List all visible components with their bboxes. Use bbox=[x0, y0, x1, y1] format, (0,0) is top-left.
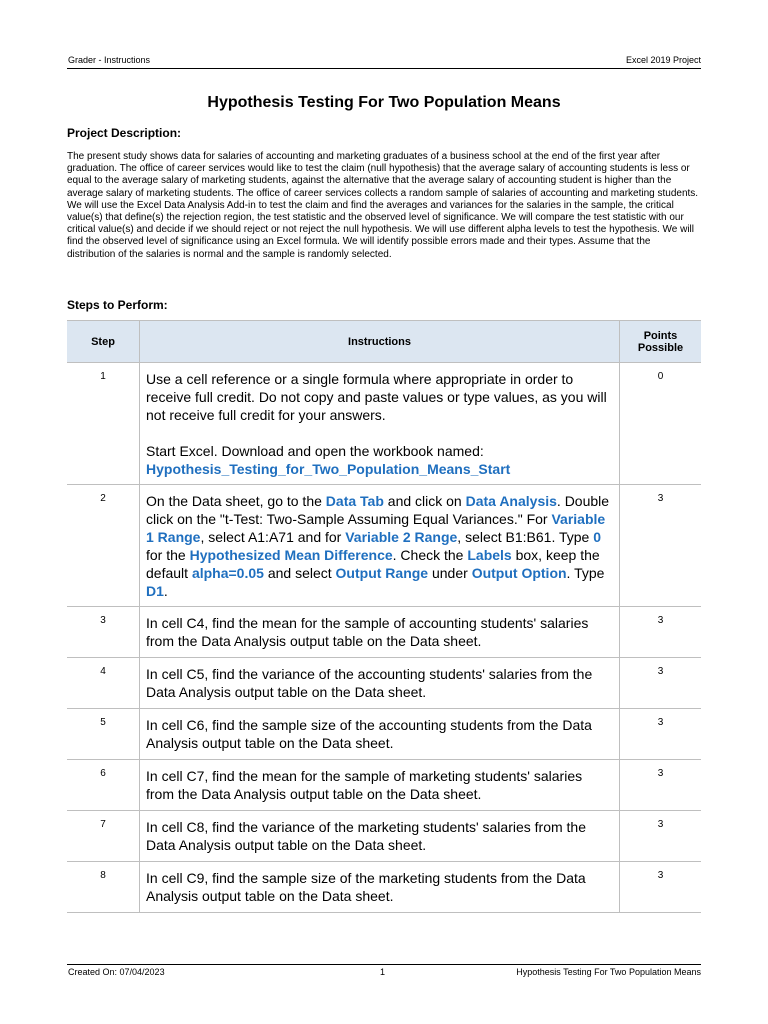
table-row bbox=[67, 811, 701, 862]
step-instructions bbox=[140, 485, 620, 607]
table-row bbox=[67, 709, 701, 760]
instruction-text: box, keep the default bbox=[146, 547, 600, 581]
step-instructions: In cell C5, find the variance of the accounting students' salaries from the Data Analysis output table on the Data sheet. bbox=[140, 658, 620, 709]
project-description-text: The present study shows data for salaries of accounting and marketing graduates of a business school at the end of the first year after graduation. The office of career services would like to test the claim (null hypothesis) that the average salary of accounting students is less or equal to the average salary of marketing students, against the alternative that the average salary of accounting student is higher than the average salary of marketing students. The office of career services collects a random sample of salaries of accounting and marketing students. We will use the Excel Data Analysis Add-in to test the claim and find the averages and variances for the salaries in the sample, the critical value(s) that define(s) the rejection region, the test statistic and the observed level of significance. We will compare the test statistic with our critical value(s) and decide if we should reject or not reject the null hypothesis. We will use different alpha levels to test the hypothesis. We will find the observed level of significance using an Excel formula. We will identify possible errors made and their types. Assume that the distribution of the salaries is normal and the sample is randomly selected. bbox=[67, 151, 699, 260]
table-header-row bbox=[67, 321, 701, 363]
step-number: 7 bbox=[67, 811, 140, 862]
header-left: Grader - Instructions bbox=[68, 55, 151, 65]
step-number: 3 bbox=[67, 607, 140, 658]
table-row bbox=[67, 658, 701, 709]
step-number: 6 bbox=[67, 760, 140, 811]
table-row bbox=[67, 363, 701, 485]
col-header-step: Step bbox=[67, 321, 140, 363]
keyword: Output Option bbox=[471, 565, 567, 581]
steps-heading: Steps to Perform: bbox=[67, 298, 168, 312]
page-header bbox=[67, 54, 701, 69]
step-instructions: In cell C7, find the mean for the sample of marketing students' salaries from the Data Analysis output table on the Data sheet. bbox=[140, 760, 620, 811]
workbook-name: Hypothesis_Testing_for_Two_Population_Means_Start bbox=[146, 461, 511, 477]
keyword: Output Range bbox=[335, 565, 429, 581]
keyword: D1 bbox=[146, 583, 164, 599]
keyword: Data Tab bbox=[325, 493, 384, 509]
table-row bbox=[67, 760, 701, 811]
table-row bbox=[67, 862, 701, 913]
instruction-text: . Double click on the "t-Test: Two-Sample Assuming Equal Variances." For bbox=[146, 493, 610, 527]
step-points: 3 bbox=[620, 760, 702, 811]
instruction-text: . bbox=[163, 583, 168, 599]
step-points: 0 bbox=[620, 363, 702, 485]
header-right: Excel 2019 Project bbox=[625, 55, 701, 65]
footer-created-date: Created On: 07/04/2023 bbox=[68, 967, 165, 977]
keyword: Hypothesized Mean Difference bbox=[189, 547, 393, 563]
keyword: 0 bbox=[593, 529, 602, 545]
step-points: 3 bbox=[620, 862, 702, 913]
step-number: 5 bbox=[67, 709, 140, 760]
instruction-text: under bbox=[428, 565, 472, 581]
instruction-paragraph: Use a cell reference or a single formula where appropriate in order to receive full credit. Do not copy and paste values or type values, as you will not receive full credit for your answers. bbox=[146, 371, 607, 423]
footer-document-title: Hypothesis Testing For Two Population Means bbox=[516, 967, 701, 977]
step-number: 2 bbox=[67, 485, 140, 607]
instruction-text: . Check the bbox=[392, 547, 468, 563]
project-description-heading: Project Description: bbox=[67, 126, 182, 140]
keyword: Labels bbox=[467, 547, 512, 563]
step-instructions bbox=[140, 363, 620, 485]
step-number: 8 bbox=[67, 862, 140, 913]
col-header-points: Points Possible bbox=[620, 321, 702, 363]
instruction-text: Start Excel. Download and open the workbook named: bbox=[146, 443, 484, 459]
step-number: 1 bbox=[67, 363, 140, 485]
table-row bbox=[67, 607, 701, 658]
instruction-text: for the bbox=[146, 547, 190, 563]
keyword: alpha=0.05 bbox=[191, 565, 264, 581]
document-title: Hypothesis Testing For Two Population Means bbox=[207, 94, 561, 111]
instruction-text: . Type bbox=[566, 565, 605, 581]
instruction-text: and select bbox=[263, 565, 336, 581]
instruction-text: , select A1:A71 and for bbox=[200, 529, 346, 545]
instruction-text: , select B1:B61. Type bbox=[457, 529, 594, 545]
footer-page-number: 1 bbox=[380, 967, 386, 977]
instruction-text: and click on bbox=[383, 493, 466, 509]
col-header-instructions: Instructions bbox=[140, 321, 620, 363]
step-number: 4 bbox=[67, 658, 140, 709]
step-instructions: In cell C4, find the mean for the sample of accounting students' salaries from the Data Analysis output table on the Data sheet. bbox=[140, 607, 620, 658]
step-instructions: In cell C8, find the variance of the marketing students' salaries from the Data Analysis output table on the Data sheet. bbox=[140, 811, 620, 862]
keyword: Variable 2 Range bbox=[345, 529, 458, 545]
step-instructions: In cell C6, find the sample size of the accounting students from the Data Analysis output table on the Data sheet. bbox=[140, 709, 620, 760]
steps-table bbox=[67, 320, 701, 913]
keyword: Data Analysis bbox=[465, 493, 557, 509]
step-points: 3 bbox=[620, 485, 702, 607]
step-points: 3 bbox=[620, 811, 702, 862]
step-points: 3 bbox=[620, 658, 702, 709]
page-footer bbox=[67, 964, 701, 979]
step-instructions: In cell C9, find the sample size of the marketing students from the Data Analysis output table on the Data sheet. bbox=[140, 862, 620, 913]
keyword: Variable 1 Range bbox=[146, 511, 606, 545]
instruction-text: On the Data sheet, go to the bbox=[146, 493, 326, 509]
step-points: 3 bbox=[620, 607, 702, 658]
table-row bbox=[67, 485, 701, 607]
instruction-paragraph bbox=[146, 442, 613, 478]
step-points: 3 bbox=[620, 709, 702, 760]
document-page bbox=[67, 0, 701, 1024]
